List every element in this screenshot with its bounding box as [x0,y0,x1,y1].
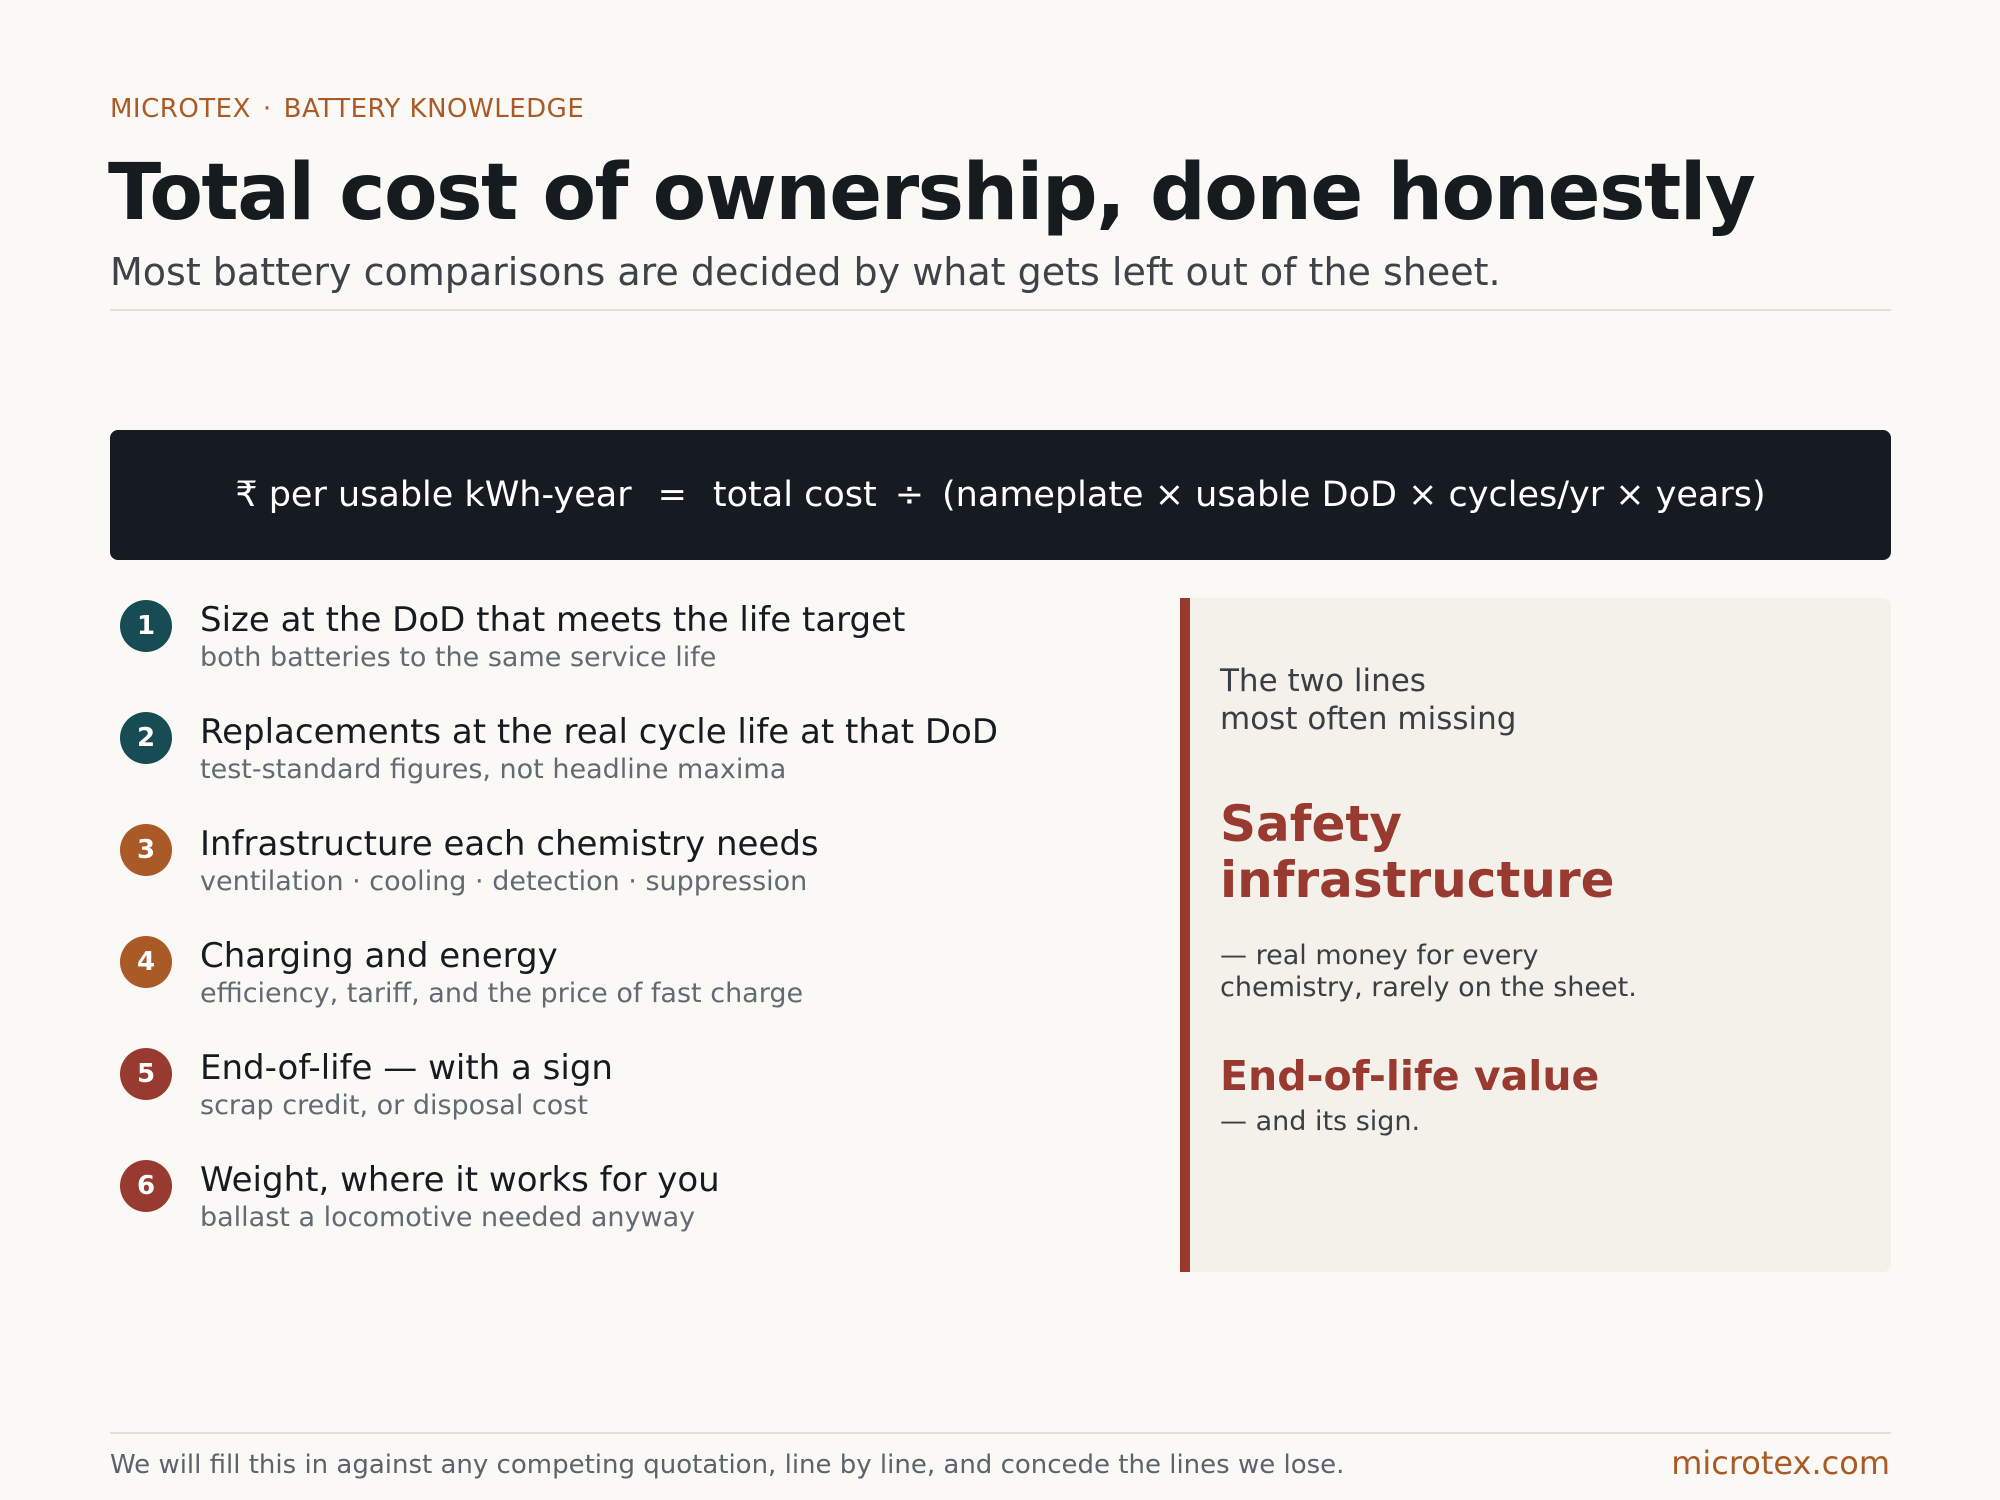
eyebrow [110,94,584,124]
step-number-badge: 4 [120,936,172,988]
step-number-badge: 6 [120,1160,172,1212]
callout-intro-line: most often missing [1220,701,1517,737]
step-title: End-of-life — with a sign [200,1048,613,1088]
list-item [110,598,1130,710]
step-title: Size at the DoD that meets the life target [200,600,906,640]
step-subtitle: ventilation · cooling · detection · suppression [200,866,808,897]
formula-divide: ÷ [894,475,925,515]
callout-note-line: chemistry, rarely on the sheet. [1220,972,1637,1003]
callout-heading-safety [1220,796,1740,908]
formula-denominator: (nameplate × usable DoD × cycles/yr × years) [942,475,1766,515]
page-subtitle: Most battery comparisons are decided by what gets left out of the sheet. [110,250,1501,294]
step-subtitle: scrap credit, or disposal cost [200,1090,588,1121]
formula-bar [110,430,1891,560]
step-number-badge: 1 [120,600,172,652]
callout-heading-eol: End-of-life value [1220,1052,1600,1100]
footer-divider [110,1432,1891,1434]
step-number-badge: 2 [120,712,172,764]
callout-heading-line: infrastructure [1220,851,1615,909]
eyebrow-separator: · [262,94,272,124]
page-title: Total cost of ownership, done honestly [108,148,1755,238]
step-subtitle: both batteries to the same service life [200,642,717,673]
list-item [110,1046,1130,1158]
callout-heading-line: Safety [1220,795,1402,853]
formula-equals: = [657,475,687,515]
step-title: Charging and energy [200,936,558,976]
footer-website-link[interactable]: microtex.com [1671,1444,1890,1482]
callout-intro [1220,662,1660,738]
header-divider [110,309,1891,311]
step-title: Replacements at the real cycle life at that DoD [200,712,999,752]
list-item [110,1158,1130,1270]
list-item [110,822,1130,934]
callout-panel [1180,598,1891,1272]
footer-note: We will fill this in against any competing quotation, line by line, and concede the lines we lose. [110,1450,1345,1480]
step-number-badge: 3 [120,824,172,876]
callout-intro-line: The two lines [1220,663,1426,699]
step-title: Weight, where it works for you [200,1160,720,1200]
list-item [110,934,1130,1046]
step-subtitle: test-standard figures, not headline maxima [200,754,787,785]
step-number-badge: 5 [120,1048,172,1100]
callout-note-safety [1220,940,1740,1004]
step-title: Infrastructure each chemistry needs [200,824,819,864]
callout-note-line: — real money for every [1220,940,1539,971]
callout-note-eol: — and its sign. [1220,1106,1421,1137]
eyebrow-brand: MICROTEX [110,94,251,124]
step-subtitle: efficiency, tariff, and the price of fast charge [200,978,804,1009]
list-item [110,710,1130,822]
step-subtitle: ballast a locomotive needed anyway [200,1202,696,1233]
formula-numerator: total cost [712,475,877,515]
steps-list [110,598,1130,1270]
formula-lhs: ₹ per usable kWh-year [235,475,632,515]
eyebrow-section: BATTERY KNOWLEDGE [283,94,585,124]
